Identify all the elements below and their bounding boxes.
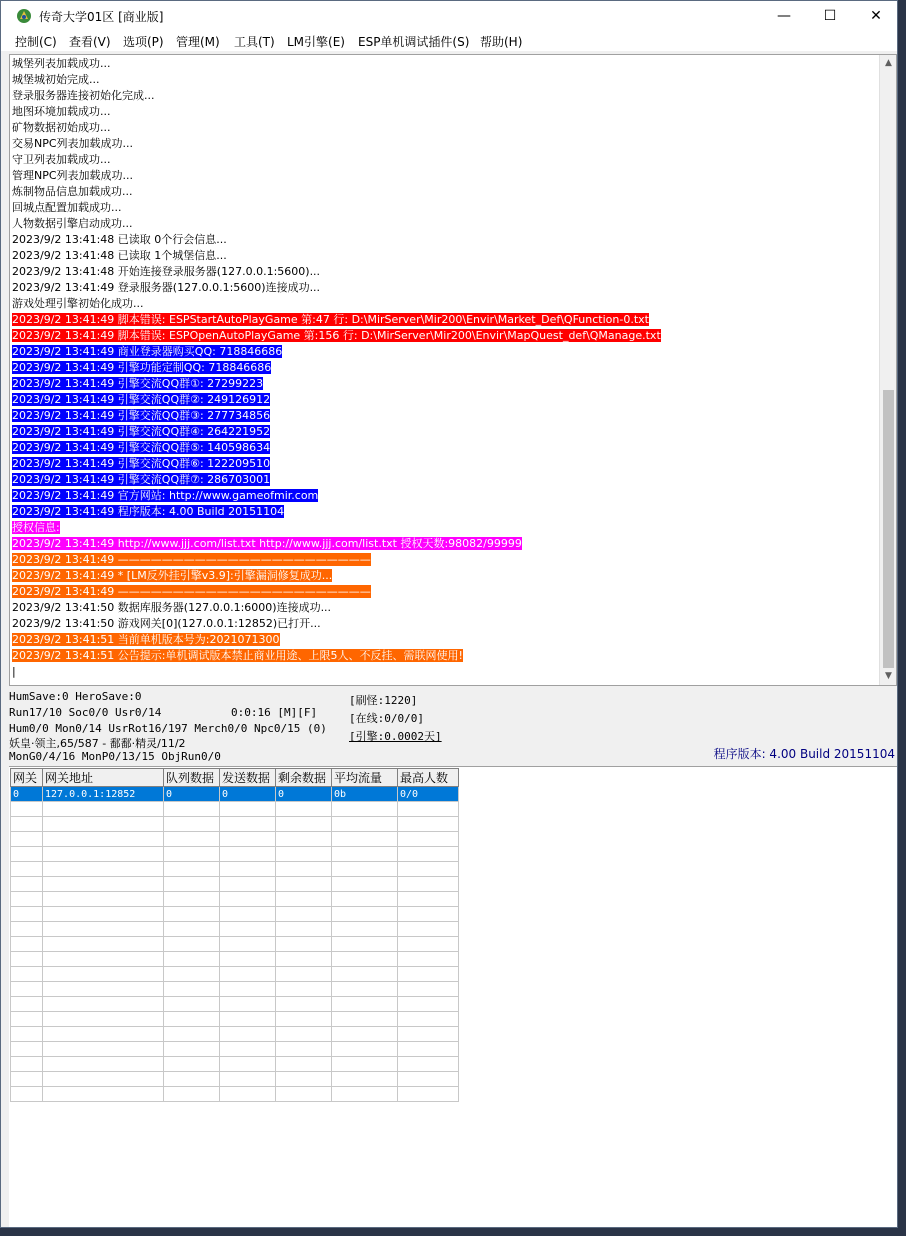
table-cell[interactable] (43, 937, 164, 952)
table-row-empty[interactable] (11, 817, 459, 832)
status-hum: Hum0/0 Mon0/14 UsrRot16/197 Merch0/0 Npc0/15 (0) (9, 722, 327, 735)
log-line (12, 408, 878, 424)
table-cell[interactable] (11, 907, 43, 922)
table-row-empty[interactable] (11, 1012, 459, 1027)
table-cell[interactable] (11, 922, 43, 937)
table-cell[interactable] (332, 907, 398, 922)
log-line (12, 312, 878, 328)
table-cell[interactable] (164, 982, 220, 997)
log-line-text: 地图环境加载成功... (12, 105, 111, 118)
table-cell[interactable] (276, 922, 332, 937)
status-timer: 0:0:16 [M][F] (231, 706, 318, 719)
table-cell[interactable] (220, 1027, 276, 1042)
log-line-text: 2023/9/2 13:41:49 引擎交流QQ群③: 277734856 (12, 409, 271, 422)
table-cell[interactable] (164, 847, 220, 862)
table-cell[interactable] (398, 907, 459, 922)
col-gateway-address[interactable]: 网关地址 (43, 769, 164, 787)
table-cell[interactable] (276, 1072, 332, 1087)
table-row-empty[interactable] (11, 922, 459, 937)
table-cell[interactable] (43, 952, 164, 967)
table-cell[interactable] (43, 967, 164, 982)
log-line-text: 2023/9/2 13:41:49 引擎交流QQ群⑥: 122209510 (12, 457, 271, 470)
log-line-text: 2023/9/2 13:41:49 ——————————————————————— (12, 585, 371, 598)
table-cell[interactable] (43, 982, 164, 997)
table-cell[interactable] (220, 982, 276, 997)
table-cell[interactable] (220, 1012, 276, 1027)
log-line-text: 人物数据引擎启动成功... (12, 217, 133, 230)
log-line-text: 城堡列表加载成功... (12, 57, 111, 70)
log-line (12, 584, 878, 600)
col-max-users[interactable]: 最高人数 (398, 769, 459, 787)
table-cell[interactable] (220, 907, 276, 922)
scroll-up-icon[interactable]: ▲ (885, 58, 892, 68)
log-line (12, 328, 878, 344)
table-cell[interactable] (276, 877, 332, 892)
table-cell[interactable] (11, 997, 43, 1012)
table-cell[interactable] (164, 1027, 220, 1042)
log-line-text: 2023/9/2 13:41:50 游戏网关[0](127.0.0.1:12852)已打开... (12, 617, 321, 630)
log-line (12, 232, 878, 248)
table-cell[interactable] (332, 982, 398, 997)
table-cell[interactable] (43, 847, 164, 862)
log-line-text: | (12, 665, 16, 678)
table-cell[interactable] (164, 952, 220, 967)
log-line-text: 2023/9/2 13:41:49 程序版本: 4.00 Build 20151104 (12, 505, 285, 518)
table-cell[interactable] (11, 1042, 43, 1057)
log-line-text: 游戏处理引擎初始化成功... (12, 297, 144, 310)
log-line (12, 504, 878, 520)
table-cell[interactable] (332, 967, 398, 982)
table-cell[interactable] (11, 877, 43, 892)
table-cell[interactable] (164, 1057, 220, 1072)
table-cell[interactable] (398, 1087, 459, 1102)
log-line-text: 2023/9/2 13:41:51 当前单机版本号为:2021071300 (12, 633, 280, 646)
table-cell[interactable] (43, 1042, 164, 1057)
table-cell[interactable] (398, 1042, 459, 1057)
table-cell[interactable] (11, 832, 43, 847)
app-icon (16, 8, 32, 24)
status-engine[interactable]: [引擎:0.0002天] (349, 730, 442, 743)
table-cell[interactable] (220, 952, 276, 967)
scroll-down-icon[interactable]: ▼ (885, 671, 892, 681)
table-row-empty[interactable] (11, 952, 459, 967)
log-line-text: 2023/9/2 13:41:48 已读取 0个行会信息... (12, 233, 227, 246)
table-cell[interactable] (398, 997, 459, 1012)
log-line (12, 280, 878, 296)
log-line-text: 2023/9/2 13:41:49 脚本错误: ESPOpenAutoPlayGame 第:156 行: D:\MirServer\Mir200\Envir\MapQuest_def\QManage.txt (12, 329, 661, 342)
log-line (12, 136, 878, 152)
table-cell[interactable] (43, 1012, 164, 1027)
table-cell[interactable] (220, 1087, 276, 1102)
table-cell[interactable]: 0 (164, 787, 220, 802)
table-cell[interactable] (43, 832, 164, 847)
log-line-text: 城堡城初始完成... (12, 73, 100, 86)
table-cell[interactable] (220, 1057, 276, 1072)
table-cell[interactable] (11, 1087, 43, 1102)
table-row-empty[interactable] (11, 907, 459, 922)
table-row-empty[interactable] (11, 997, 459, 1012)
log-line-text: 2023/9/2 13:41:49 官方网站: http://www.gameofmir.com (12, 489, 319, 502)
table-cell[interactable] (43, 877, 164, 892)
table-cell[interactable] (332, 922, 398, 937)
table-row-empty[interactable] (11, 892, 459, 907)
table-cell[interactable] (43, 1027, 164, 1042)
table-cell[interactable] (11, 1057, 43, 1072)
table-cell[interactable] (164, 817, 220, 832)
menu-control[interactable]: 控制(C) (15, 35, 57, 49)
table-row-empty[interactable] (11, 1087, 459, 1102)
log-line (12, 216, 878, 232)
table-cell[interactable] (11, 967, 43, 982)
log-line-text: 矿物数据初始成功... (12, 121, 111, 134)
menu-help[interactable]: 帮助(H) (480, 35, 523, 49)
table-cell[interactable] (164, 862, 220, 877)
log-line-text: 2023/9/2 13:41:49 商业登录器购买QQ: 718846686 (12, 345, 283, 358)
table-cell[interactable] (220, 862, 276, 877)
table-cell[interactable] (398, 952, 459, 967)
table-cell[interactable] (276, 892, 332, 907)
table-cell[interactable] (276, 847, 332, 862)
log-line-text: 2023/9/2 13:41:49 引擎交流QQ群②: 249126912 (12, 393, 271, 406)
table-cell[interactable] (43, 802, 164, 817)
status-panel (9, 689, 897, 764)
table-cell[interactable] (220, 922, 276, 937)
table-cell[interactable] (220, 937, 276, 952)
table-cell[interactable] (276, 982, 332, 997)
table-row-empty[interactable] (11, 1072, 459, 1087)
table-cell[interactable] (11, 817, 43, 832)
table-cell[interactable] (398, 1072, 459, 1087)
log-line (12, 376, 878, 392)
table-cell[interactable] (220, 892, 276, 907)
log-line (12, 120, 878, 136)
log-line-text: 2023/9/2 13:41:49 * [LM反外挂引擎v3.9]:引擎漏洞修复成功... (12, 569, 333, 582)
table-cell[interactable] (11, 982, 43, 997)
table-row-empty[interactable] (11, 1057, 459, 1072)
table-row-empty[interactable] (11, 982, 459, 997)
log-line-text: 2023/9/2 13:41:49 引擎交流QQ群④: 264221952 (12, 425, 271, 438)
table-row-empty[interactable] (11, 802, 459, 817)
table-cell[interactable] (276, 1042, 332, 1057)
table-cell[interactable] (164, 802, 220, 817)
table-cell[interactable]: 0 (276, 787, 332, 802)
log-line (12, 664, 878, 680)
log-line (12, 552, 878, 568)
status-mon: MonG0/4/16 MonP0/13/15 ObjRun0/0 (9, 750, 221, 763)
table-cell[interactable] (43, 862, 164, 877)
log-line (12, 632, 878, 648)
table-cell[interactable] (220, 997, 276, 1012)
table-cell[interactable] (220, 967, 276, 982)
table-row-empty[interactable] (11, 832, 459, 847)
table-cell[interactable] (332, 802, 398, 817)
log-scrollbar[interactable] (879, 55, 896, 685)
log-memo[interactable] (9, 54, 897, 686)
table-cell[interactable] (398, 892, 459, 907)
table-cell[interactable] (332, 877, 398, 892)
log-line (12, 248, 878, 264)
table-cell[interactable] (398, 922, 459, 937)
log-line-text: 2023/9/2 13:41:48 已读取 1个城堡信息... (12, 249, 227, 262)
table-cell[interactable] (220, 847, 276, 862)
log-line (12, 456, 878, 472)
table-cell[interactable] (43, 1072, 164, 1087)
menu-esp-plugin[interactable]: ESP单机调试插件(S) (358, 35, 470, 49)
table-cell[interactable] (276, 952, 332, 967)
table-cell[interactable] (332, 892, 398, 907)
table-cell[interactable] (43, 922, 164, 937)
table-cell[interactable] (43, 907, 164, 922)
table-cell[interactable] (164, 892, 220, 907)
table-cell[interactable] (164, 1072, 220, 1087)
table-cell[interactable] (276, 1012, 332, 1027)
status-online: [在线:0/0/0] (349, 712, 424, 725)
table-cell[interactable]: 0 (220, 787, 276, 802)
table-row-empty[interactable] (11, 847, 459, 862)
log-line-text: 2023/9/2 13:41:49 引擎交流QQ群①: 27299223 (12, 377, 264, 390)
table-cell[interactable] (164, 937, 220, 952)
col-avg-traffic[interactable]: 平均流量 (332, 769, 398, 787)
menu-options[interactable]: 选项(P) (123, 35, 164, 49)
table-cell[interactable] (43, 1057, 164, 1072)
log-line (12, 168, 878, 184)
table-cell[interactable] (276, 937, 332, 952)
log-line (12, 648, 878, 664)
table-row-empty[interactable] (11, 1027, 459, 1042)
log-line-text: 2023/9/2 13:41:51 公告提示:单机调试版本禁止商业用途、上限5人、不反挂、需联网使用! (12, 649, 463, 662)
table-cell[interactable] (276, 997, 332, 1012)
log-line (12, 72, 878, 88)
table-cell[interactable] (332, 1087, 398, 1102)
table-cell[interactable] (164, 1087, 220, 1102)
table-cell[interactable] (332, 832, 398, 847)
log-line (12, 424, 878, 440)
table-cell[interactable]: 0 (11, 787, 43, 802)
col-remaining-data[interactable]: 剩余数据 (276, 769, 332, 787)
log-line-text: 2023/9/2 13:41:49 http://www.jjj.com/list.txt http://www.jjj.com/list.txt 授权天数:98082/99999 (12, 537, 522, 550)
table-cell[interactable] (43, 892, 164, 907)
table-cell[interactable] (398, 1027, 459, 1042)
menu-manage[interactable]: 管理(M) (176, 35, 220, 49)
log-line-text: 2023/9/2 13:41:49 引擎功能定制QQ: 718846686 (12, 361, 272, 374)
table-cell[interactable]: 0/0 (398, 787, 459, 802)
menu-lm-engine[interactable]: LM引擎(E) (287, 35, 345, 49)
log-line-text: 登录服务器连接初始化完成... (12, 89, 155, 102)
table-cell[interactable] (43, 817, 164, 832)
log-line (12, 440, 878, 456)
table-cell[interactable] (276, 967, 332, 982)
table-cell[interactable] (164, 877, 220, 892)
status-boss: 妖皇·领主,65/587 - 鄱鄱·精灵/11/2 (9, 737, 186, 750)
log-line (12, 296, 878, 312)
log-line (12, 392, 878, 408)
table-cell[interactable] (398, 937, 459, 952)
table-cell[interactable] (332, 817, 398, 832)
table-cell[interactable] (332, 997, 398, 1012)
table-cell[interactable] (276, 802, 332, 817)
log-line-text: 2023/9/2 13:41:49 ——————————————————————— (12, 553, 371, 566)
log-line-text: 2023/9/2 13:41:49 登录服务器(127.0.0.1:5600)连接成功... (12, 281, 321, 294)
table-cell[interactable] (276, 1027, 332, 1042)
table-row[interactable] (11, 787, 459, 802)
table-cell[interactable] (220, 877, 276, 892)
table-cell[interactable] (43, 1087, 164, 1102)
log-line (12, 536, 878, 552)
table-cell[interactable] (276, 832, 332, 847)
log-line (12, 184, 878, 200)
grid-header-row (11, 769, 459, 787)
table-cell[interactable] (164, 832, 220, 847)
table-cell[interactable] (332, 1012, 398, 1027)
table-cell[interactable] (276, 862, 332, 877)
log-line (12, 56, 878, 72)
scroll-thumb[interactable] (883, 390, 894, 668)
table-cell[interactable] (164, 907, 220, 922)
table-cell[interactable] (164, 1012, 220, 1027)
close-button[interactable]: ✕ (870, 8, 882, 24)
log-line (12, 600, 878, 616)
table-cell[interactable] (332, 952, 398, 967)
table-cell[interactable] (332, 1072, 398, 1087)
col-gateway[interactable]: 网关 (11, 769, 43, 787)
log-lines (12, 56, 878, 680)
log-line-text: 交易NPC列表加载成功... (12, 137, 134, 150)
table-cell[interactable] (398, 802, 459, 817)
log-line (12, 360, 878, 376)
table-cell[interactable] (164, 1042, 220, 1057)
table-row-empty[interactable] (11, 1042, 459, 1057)
table-cell[interactable] (220, 817, 276, 832)
table-cell[interactable] (220, 1072, 276, 1087)
col-queue-data[interactable]: 队列数据 (164, 769, 220, 787)
table-cell[interactable] (276, 1057, 332, 1072)
table-cell[interactable] (398, 817, 459, 832)
menu-view[interactable]: 查看(V) (69, 35, 111, 49)
table-cell[interactable] (11, 892, 43, 907)
log-line (12, 520, 878, 536)
log-line (12, 568, 878, 584)
table-cell[interactable] (398, 877, 459, 892)
log-line-text: 2023/9/2 13:41:50 数据库服务器(127.0.0.1:6000)连接成功... (12, 601, 332, 614)
table-cell[interactable] (276, 817, 332, 832)
window-title: 传奇大学01区 [商业版] (39, 10, 164, 24)
table-cell[interactable] (398, 1012, 459, 1027)
table-row-empty[interactable] (11, 862, 459, 877)
minimize-button[interactable]: — (777, 8, 791, 24)
table-row-empty[interactable] (11, 877, 459, 892)
table-cell[interactable] (11, 1012, 43, 1027)
table-cell[interactable] (398, 862, 459, 877)
table-cell[interactable] (332, 1042, 398, 1057)
table-cell[interactable] (11, 1027, 43, 1042)
table-cell[interactable] (332, 937, 398, 952)
table-cell[interactable] (332, 1027, 398, 1042)
status-save: HumSave:0 HeroSave:0 (9, 690, 142, 703)
log-line-text: 2023/9/2 13:41:49 引擎交流QQ群⑤: 140598634 (12, 441, 271, 454)
log-line-text: 回城点配置加载成功... (12, 201, 122, 214)
gateway-grid-area (9, 766, 897, 1227)
menu-bar (1, 31, 897, 51)
log-line (12, 152, 878, 168)
title-bar[interactable] (1, 1, 897, 31)
status-run: Run17/10 Soc0/0 Usr0/14 (9, 706, 162, 719)
log-line-text: 2023/9/2 13:41:48 开始连接登录服务器(127.0.0.1:5600)... (12, 265, 321, 278)
table-cell[interactable] (11, 802, 43, 817)
log-line (12, 88, 878, 104)
table-cell[interactable] (11, 847, 43, 862)
table-row-empty[interactable] (11, 967, 459, 982)
log-line (12, 616, 878, 632)
log-line-text: 授权信息: (12, 521, 60, 534)
table-cell[interactable] (164, 922, 220, 937)
table-cell[interactable] (43, 997, 164, 1012)
log-line-text: 管理NPC列表加载成功... (12, 169, 134, 182)
table-cell[interactable] (398, 1057, 459, 1072)
log-line (12, 264, 878, 280)
gateway-grid[interactable] (10, 768, 459, 1102)
log-line (12, 472, 878, 488)
table-cell[interactable]: 127.0.0.1:12852 (43, 787, 164, 802)
table-cell[interactable] (11, 937, 43, 952)
table-cell[interactable] (276, 907, 332, 922)
table-cell[interactable] (398, 982, 459, 997)
table-cell[interactable] (164, 997, 220, 1012)
version-label: 程序版本: 4.00 Build 20151104 (713, 747, 895, 761)
status-refresh: [刷怪:1220] (349, 694, 418, 707)
table-cell[interactable] (398, 832, 459, 847)
table-cell[interactable] (11, 862, 43, 877)
table-cell[interactable]: 0b (332, 787, 398, 802)
table-cell[interactable] (332, 862, 398, 877)
log-line-text: 守卫列表加载成功... (12, 153, 111, 166)
col-sent-data[interactable]: 发送数据 (220, 769, 276, 787)
table-cell[interactable] (220, 802, 276, 817)
log-line (12, 104, 878, 120)
table-cell[interactable] (220, 832, 276, 847)
table-row-empty[interactable] (11, 937, 459, 952)
log-line (12, 344, 878, 360)
table-cell[interactable] (11, 952, 43, 967)
table-cell[interactable] (332, 847, 398, 862)
table-cell[interactable] (164, 967, 220, 982)
log-line-text: 炼制物品信息加载成功... (12, 185, 133, 198)
log-line-text: 2023/9/2 13:41:49 引擎交流QQ群⑦: 286703001 (12, 473, 271, 486)
table-cell[interactable] (220, 1042, 276, 1057)
table-cell[interactable] (276, 1087, 332, 1102)
log-line (12, 488, 878, 504)
log-line (12, 200, 878, 216)
maximize-button[interactable]: ☐ (823, 8, 837, 24)
table-cell[interactable] (398, 967, 459, 982)
table-cell[interactable] (11, 1072, 43, 1087)
table-cell[interactable] (332, 1057, 398, 1072)
table-cell[interactable] (398, 847, 459, 862)
menu-tools[interactable]: 工具(T) (234, 35, 275, 49)
log-line-text: 2023/9/2 13:41:49 脚本错误: ESPStartAutoPlayGame 第:47 行: D:\MirServer\Mir200\Envir\Market_Def\QFunction-0.txt (12, 313, 649, 326)
